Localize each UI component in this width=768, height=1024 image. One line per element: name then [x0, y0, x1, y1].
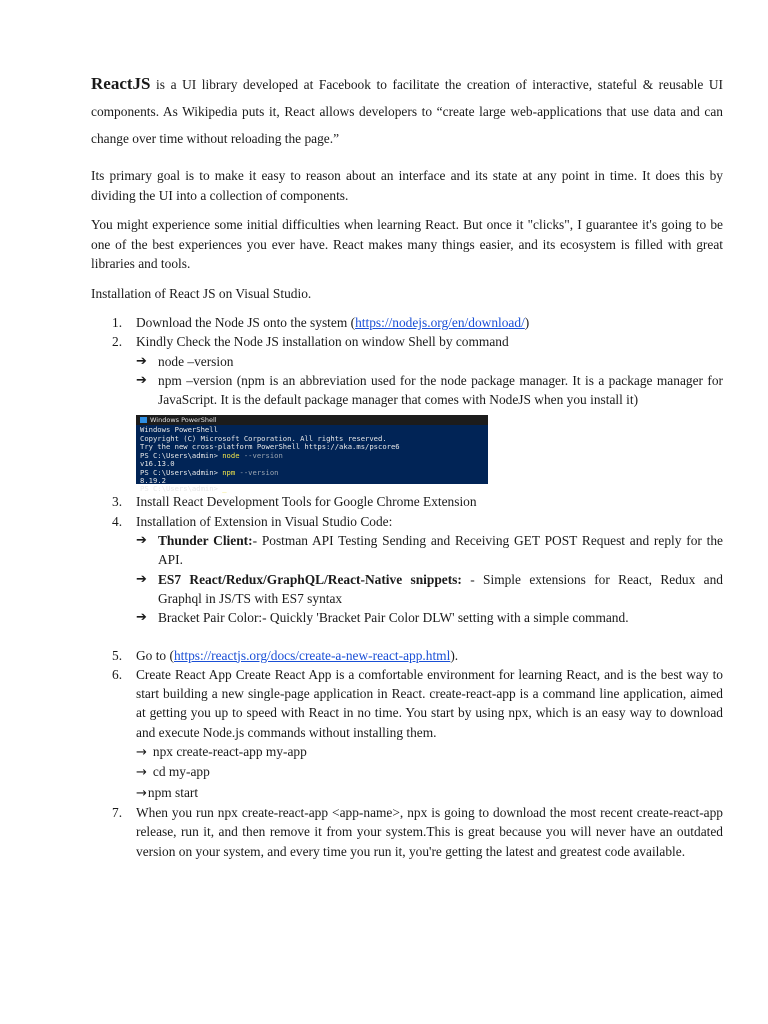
step-text: Go to ( [136, 647, 174, 663]
list-item [91, 313, 723, 332]
console-command: npm [222, 467, 236, 477]
extension-desc: - Simple extensions for React, Redux and Graphql in JS/TS with ES7 syntax [158, 571, 724, 606]
console-line: Windows PowerShell [140, 425, 218, 435]
sub-item [136, 608, 723, 627]
console-prompt: PS C:\Users\admin> [140, 467, 223, 477]
step-text: ) [524, 315, 530, 330]
step-text: Download the Node JS onto the system ( [136, 315, 356, 330]
command-text: npx create-react-app my-app [152, 744, 307, 760]
sub-item [136, 371, 723, 410]
extension-desc: - Postman API Testing Sending and Receiving GET POST Request and reply for the API. [158, 533, 723, 568]
list-number: 5. [112, 647, 123, 663]
list-spacer [91, 628, 723, 646]
sub-item [136, 570, 723, 609]
command-text: cd my-app [152, 764, 210, 780]
step-text: Create React App Create React App is a comfortable environment for learning React, and is the best way to start building a new single-page application in React. create-react-app is a command line application, aimed at getting you up to speed with React in no time. You start by using npx, which is an easy way to download and execute Node.js commands without installing them. [136, 666, 723, 740]
arrow-icon: ➔ [136, 571, 147, 587]
console-arg: --version [235, 467, 279, 477]
sub-item [136, 531, 723, 570]
create-react-app-link[interactable]: https://reactjs.org/docs/create-a-new-react-app.html [173, 647, 451, 663]
arrow-icon: ➔ [136, 533, 147, 549]
list-number: 6. [112, 666, 123, 682]
step-text: Kindly Check the Node JS installation on window Shell by command [136, 334, 509, 350]
powershell-screenshot [136, 415, 488, 494]
console-line: 8.19.2 [140, 475, 166, 485]
console-line [140, 469, 484, 477]
list-number: 3. [112, 494, 123, 510]
sub-item [136, 352, 723, 371]
list-item [91, 646, 723, 665]
console-prompt: PS C:\Users\admin> [140, 484, 223, 494]
install-heading: Installation of React JS on Visual Studio. [91, 285, 312, 301]
console-line: Copyright (C) Microsoft Corporation. All rights reserved. [140, 433, 387, 443]
powershell-title: Windows PowerShell [150, 416, 217, 425]
console-arg: --version [239, 450, 283, 460]
arrow-icon: ➔ [136, 372, 147, 388]
sub-item-text: npm –version (npm is an abbreviation used for the node package manager. It is a package manager for JavaScript. It is the default package manager that comes with NodeJS when you install it) [158, 372, 723, 408]
console-command: node [222, 450, 240, 460]
brand-name: ReactJS [91, 74, 151, 93]
extension-desc: Bracket Pair Color:- Quickly 'Bracket Pair Color DLW' setting with a simple command. [158, 610, 629, 626]
paragraph-goal: Its primary goal is to make it easy to reason about an interface and its state at any point in time. It does this by dividing the UI into a collection of components. [91, 168, 723, 203]
command-text: npm start [147, 784, 199, 800]
powershell-icon [140, 417, 147, 423]
arrow-icon: ➔ [136, 353, 147, 369]
command-line [136, 742, 723, 762]
powershell-console [136, 425, 488, 494]
list-item [91, 512, 723, 628]
arrow-icon: → [136, 765, 147, 781]
sub-item-text: node –version [158, 353, 234, 369]
nodejs-download-link[interactable]: https://nodejs.org/en/download/ [355, 315, 525, 330]
extension-name: Thunder Client: [158, 533, 253, 549]
list-number: 2. [112, 334, 123, 350]
step-text: Install React Development Tools for Google Chrome Extension [136, 494, 477, 510]
command-line [136, 783, 723, 803]
step-text: When you run npx create-react-app <app-name>, npx is going to download the most recent create-react-app release, run it, and then remove it from your system.This is great because you will never have an outdated version on your system, and every time you run it, you're getting the latest and greatest code available. [136, 804, 723, 859]
console-line: v16.13.0 [140, 459, 175, 469]
arrow-icon: → [136, 745, 147, 761]
list-item [91, 332, 723, 494]
document-page [91, 70, 723, 861]
powershell-titlebar [136, 415, 488, 425]
intro-text: is a UI library developed at Facebook to facilitate the creation of interactive, stateful & reusable UI components. As Wikipedia puts it, React allows developers to “create large web-applications that use data and can change over time without reloading the page.” [91, 77, 723, 146]
step-text: ). [450, 647, 459, 663]
command-line [136, 762, 723, 782]
list-number: 4. [112, 513, 123, 529]
list-item [91, 803, 723, 861]
arrow-icon: ➔ [136, 610, 147, 626]
console-cursor: _ [222, 484, 227, 494]
console-line: Try the new cross-platform PowerShell https://aka.ms/pscore6 [140, 442, 400, 452]
extension-name: ES7 React/Redux/GraphQL/React-Native snippets: [158, 571, 462, 587]
list-number: 1. [112, 315, 123, 330]
paragraph-difficulties: You might experience some initial difficulties when learning React. But once it "clicks", I guarantee it's going to be one of the best experiences you ever have. React makes many things easier, and its ecosystem is filled with great libraries and tools. [91, 217, 723, 271]
list-item [91, 665, 723, 803]
step-text: Installation of Extension in Visual Studio Code: [136, 513, 393, 529]
console-line [140, 452, 484, 460]
arrow-icon: → [136, 785, 147, 801]
list-number: 7. [112, 804, 123, 820]
install-steps-list [91, 313, 723, 861]
list-item [91, 492, 723, 511]
intro-paragraph [91, 70, 723, 152]
console-prompt: PS C:\Users\admin> [140, 450, 223, 460]
